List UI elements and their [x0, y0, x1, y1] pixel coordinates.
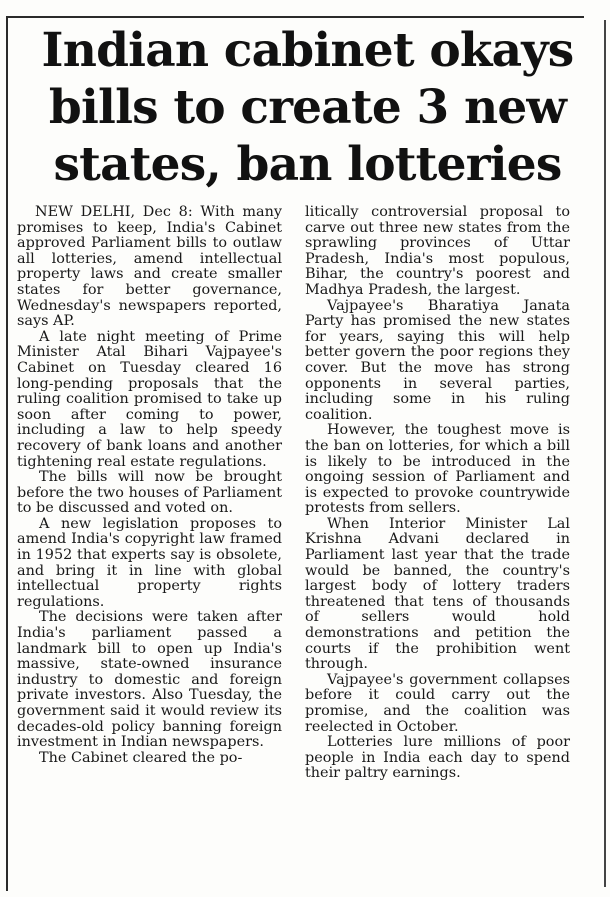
- paragraph: A new legislation proposes to amend India's copyright law framed in 1952 that experts say is obsolete, and bring it in line with global intellectual property rights regulations.: [17, 515, 282, 610]
- paragraph: A late night meeting of Prime Minister Atal Bihari Vajpayee's Cabinet on Tuesday cleared 16 long-pending proposals that the ruling coalition promised to take up soon after coming to power, including a law to help speedy recovery of bank loans and another tightening real estate regulations.: [17, 328, 282, 470]
- paragraph: Vajpayee's government collapses before it could carry out the promise, and the coalition was reelected in October.: [305, 671, 570, 735]
- paragraph-dateline: NEW DELHI, Dec 8: With many promises to keep, India's Cabinet approved Parliament bills to outlaw all lotteries, amend intellectual property laws and create smaller states for better governance, Wednesday's newspapers reported, says AP.: [17, 204, 282, 330]
- paragraph-continued: litically controversial proposal to carve out three new states from the sprawling provinces of Uttar Pradesh, India's most populous, Bihar, the country's poorest and Madhya Pradesh, the largest.: [305, 204, 570, 298]
- paragraph: When Interior Minister Lal Krishna Advani declared in Parliament last year that the trade would be banned, the country's largest body of lottery traders threatened that tens of thousands of sellers would hold demonstrations and petition the courts if the prohibition went through.: [305, 515, 570, 673]
- headline-line-1: Indian cabinet okays: [41, 23, 574, 78]
- clipping-right-rule: [604, 20, 606, 887]
- paragraph: The Cabinet cleared the po-: [39, 749, 243, 766]
- paragraph: Vajpayee's Bharatiya Janata Party has promised the new states for years, saying this will help better govern the poor regions they cover. But the move has strong opponents in several parties, including some in his ruling coalition.: [305, 297, 570, 423]
- clipping-left-rule: [6, 16, 8, 891]
- article-column-left: [17, 205, 282, 766]
- headline: [20, 22, 595, 193]
- clipping-top-rule: [6, 16, 584, 18]
- paragraph: Lotteries lure millions of poor people in India each day to spend their paltry earnings.: [305, 734, 570, 782]
- article-column-right: [305, 205, 570, 782]
- paragraph: The decisions were taken after India's parliament passed a landmark bill to open up India's massive, state-owned insurance industry to domestic and foreign private investors. Also Tuesday, the government said it would review its decades-old policy banning foreign investment in Indian newspapers.: [17, 609, 282, 751]
- headline-line-2: bills to create 3 new: [48, 80, 567, 135]
- paragraph: The bills will now be brought before the two houses of Parliament to be discussed and voted on.: [17, 469, 282, 517]
- headline-line-3: states, ban lotteries: [53, 137, 562, 192]
- paragraph: However, the toughest move is the ban on lotteries, for which a bill is likely to be introduced in the ongoing session of Parliament and is expected to provoke countrywide protests from sellers.: [305, 422, 570, 517]
